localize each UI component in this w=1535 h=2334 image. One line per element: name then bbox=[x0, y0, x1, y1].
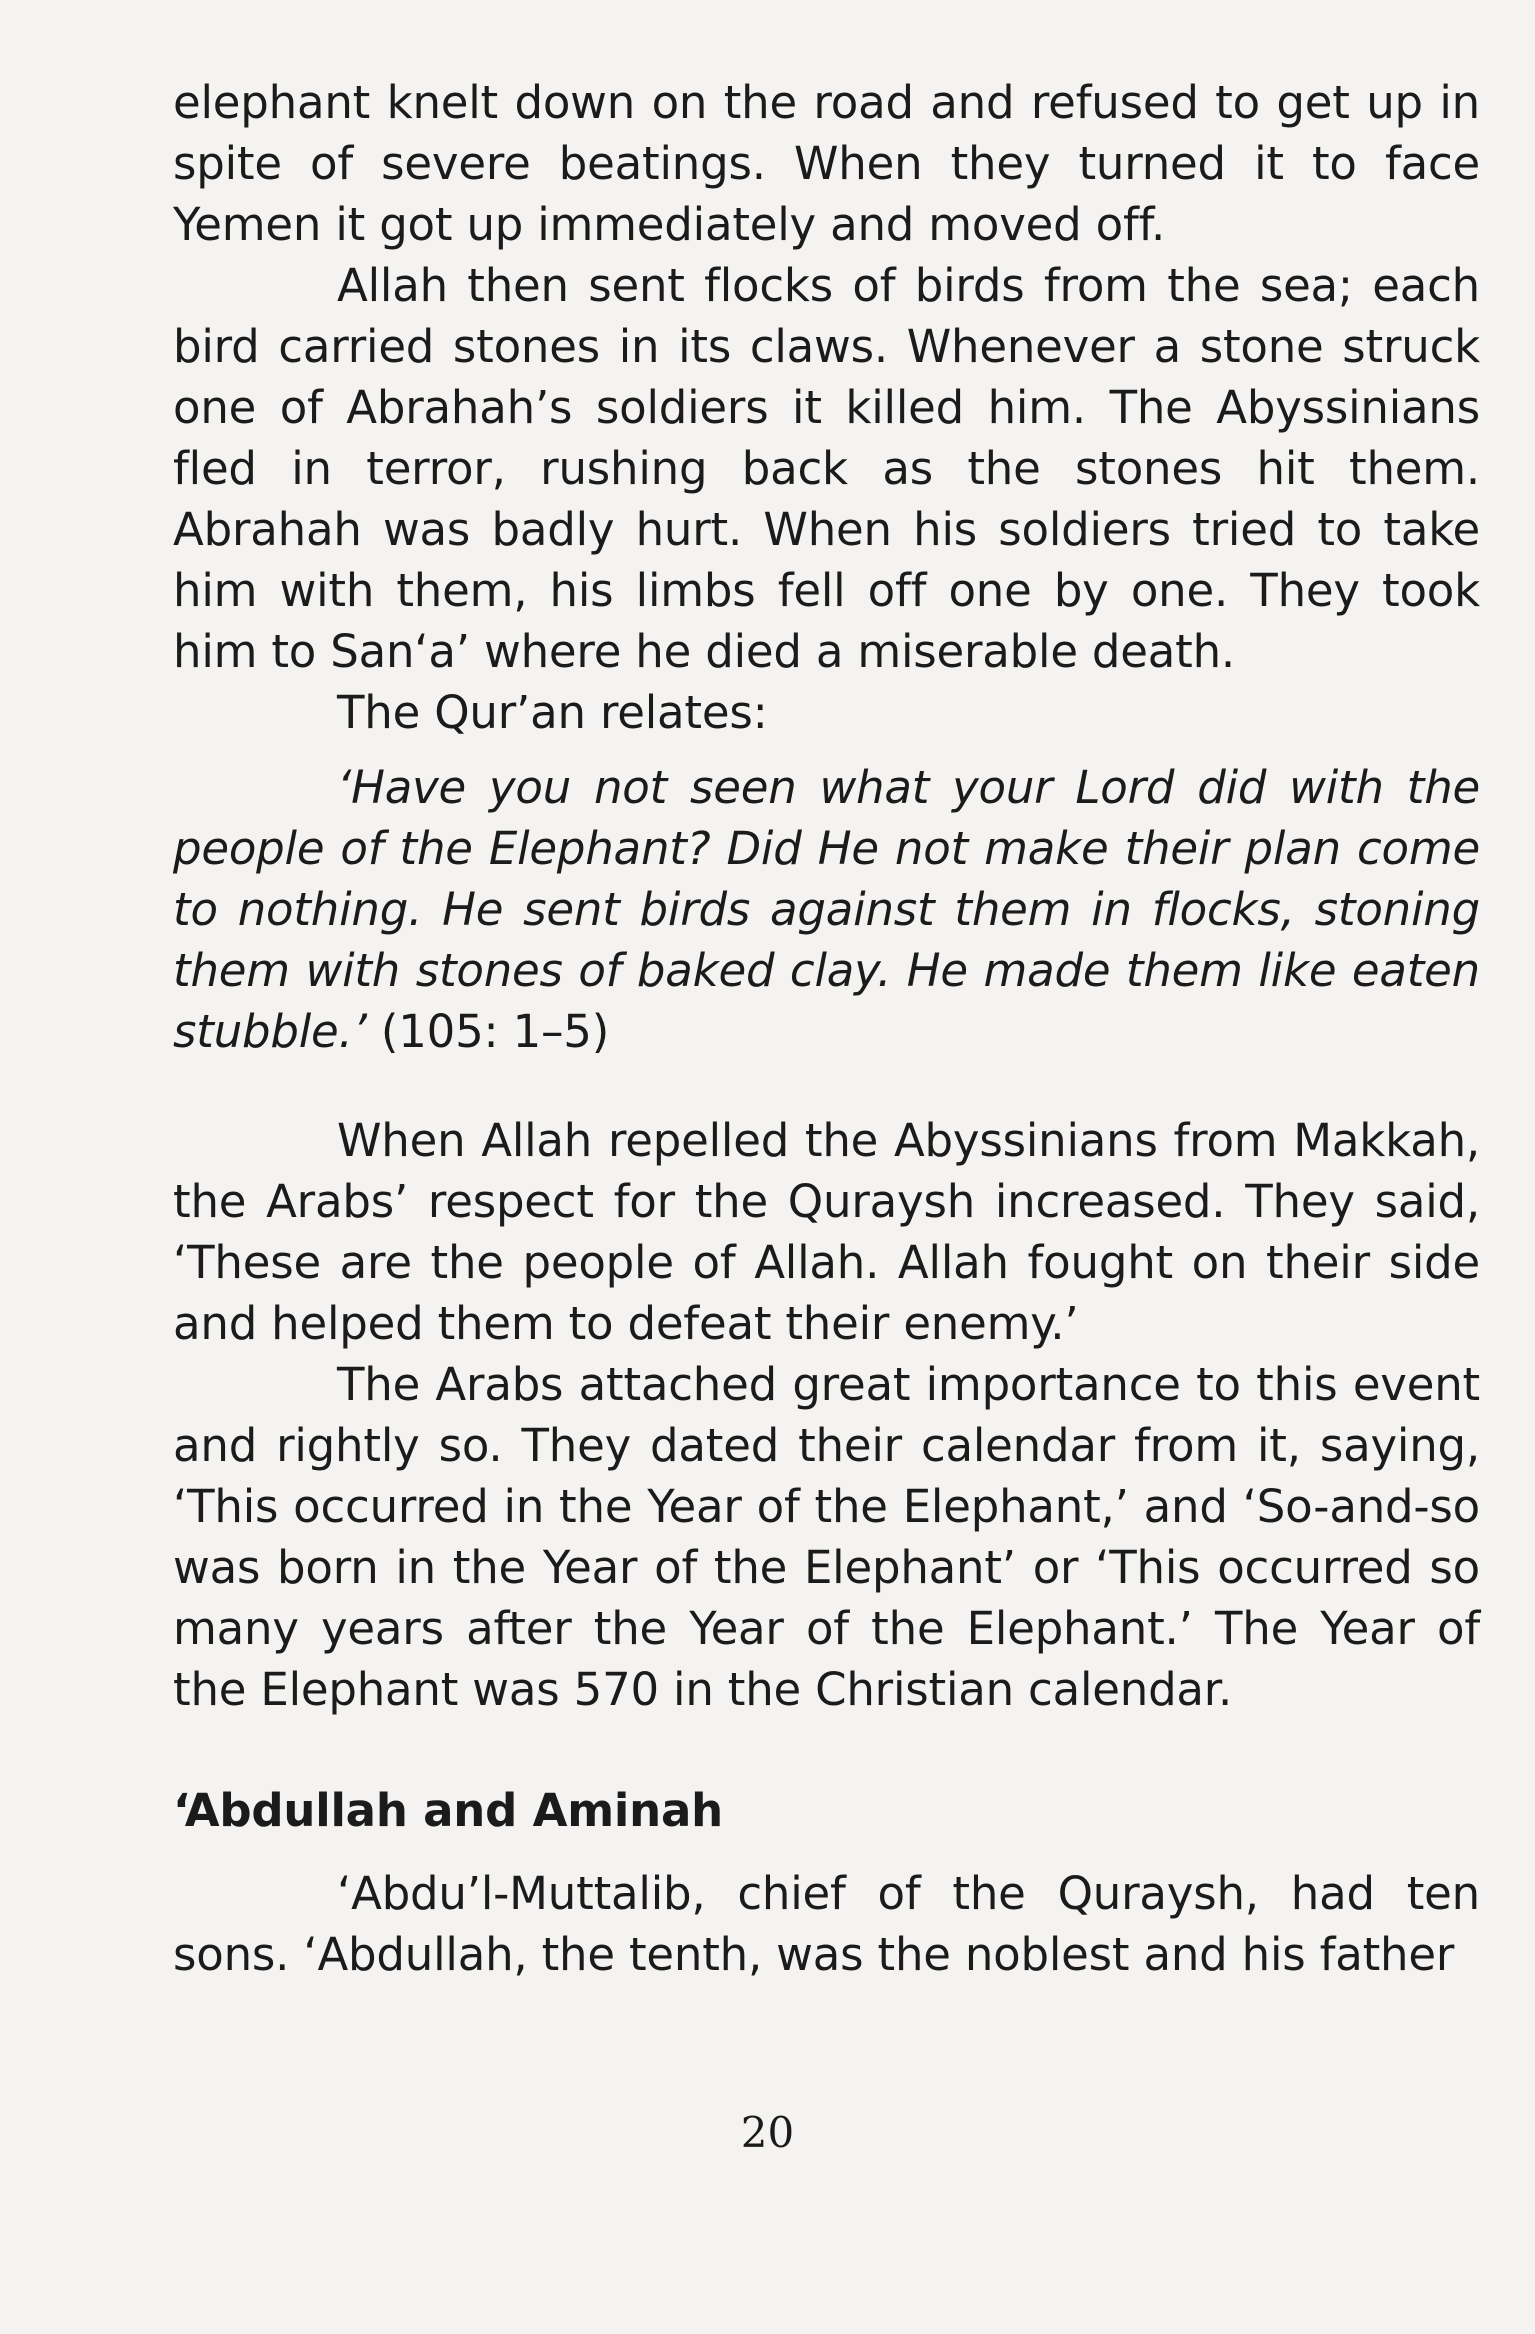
paragraph-arabs-respect: When Allah repelled the Abyssinians from Makkah, the Arabs’ respect for the Quraysh increased. They said, ‘These are the people of Allah. Allah fought on their side and helped them to defeat their enemy.’ bbox=[173, 1114, 1480, 1350]
section-heading: ‘Abdullah and Aminah bbox=[173, 1784, 723, 1837]
quote-reference: (105: 1–5) bbox=[366, 1005, 610, 1058]
quran-quote bbox=[173, 757, 1480, 1062]
paragraph-quran-relates: The Qur’an relates: bbox=[337, 686, 768, 739]
paragraph-year-of-elephant: The Arabs attached great importance to this event and rightly so. They dated their calendar from it, saying, ‘This occurred in the Year of the Elephant,’ and ‘So-and-so was born in the Year of the Elephant’ or ‘This occurred so many years after the Year of the Elephant.’ The Year of the Elephant was 570 in the Christian calendar. bbox=[173, 1358, 1480, 1716]
page-number: 20 bbox=[740, 2108, 795, 2157]
body-text bbox=[173, 72, 1480, 1985]
quote-text: ‘Have you not seen what your Lord did with the people of the Elephant? Did He not make their plan come to nothing. He sent birds against them in flocks, stoning them with stones of baked clay. He made them like eaten stubble.’ bbox=[173, 761, 1480, 1058]
paragraph-abdul-muttalib: ‘Abdu’l-Muttalib, chief of the Quraysh, had ten sons. ‘Abdullah, the tenth, was the noblest and his father bbox=[173, 1867, 1480, 1981]
paragraph-birds: Allah then sent flocks of birds from the sea; each bird carried stones in its claws. Whenever a stone struck one of Abrahah’s soldiers it killed him. The Abyssinians fled in terror, rushing back as the stones hit them. Abrahah was badly hurt. When his soldiers tried to take him with them, his limbs fell off one by one. They took him to San‘a’ where he died a miserable death. bbox=[173, 259, 1480, 678]
paragraph-elephant-knelt: elephant knelt down on the road and refused to get up in spite of severe beatings. When they turned it to face Yemen it got up immediately and moved off. bbox=[173, 76, 1480, 251]
